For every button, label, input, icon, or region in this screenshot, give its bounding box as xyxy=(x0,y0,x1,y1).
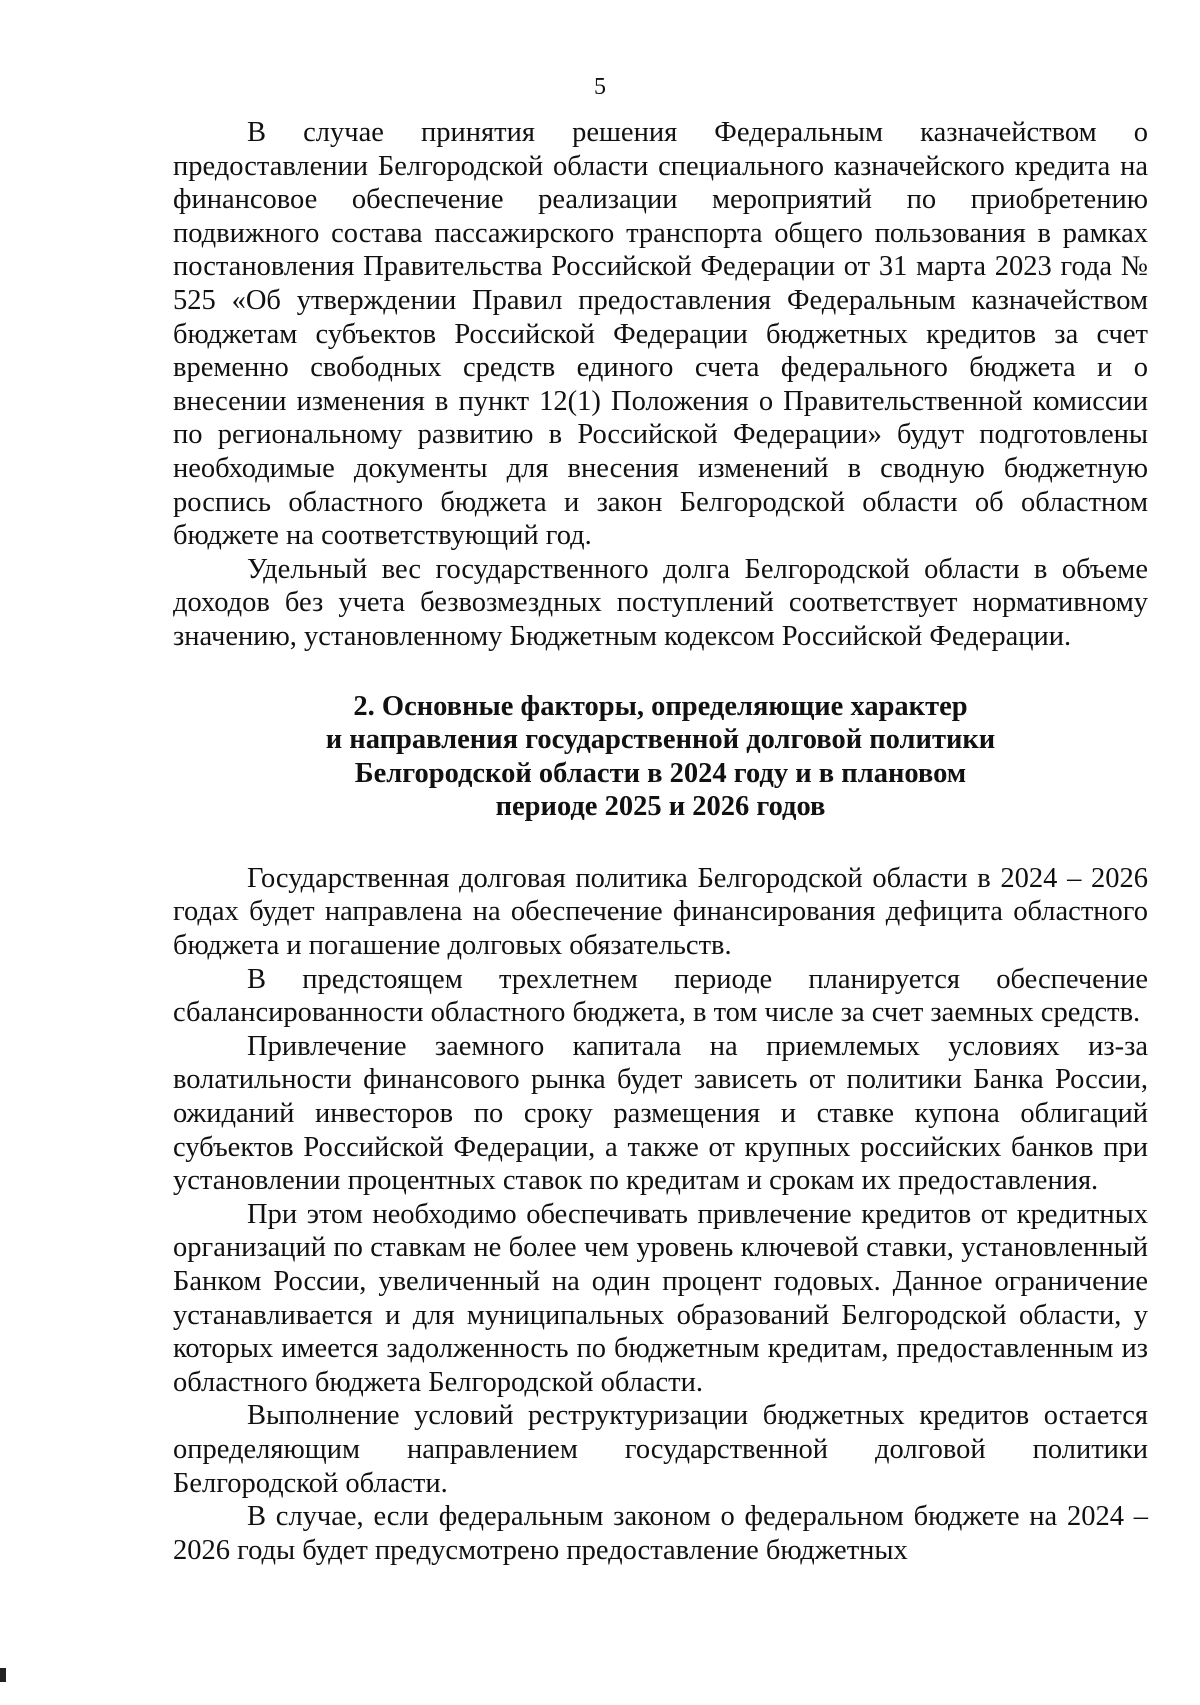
paragraph-borrowing: Привлечение заемного капитала на приемлемых условиях из-за волатильности финансового рынка будет зависеть от политики Банка России, ожиданий инвесторов по сроку размещения и ставке купона облигаций субъектов Российской Федерации, а также от крупных российских банков при установлении процентных ставок по кредитам и срокам их предоставления. xyxy=(173,1030,1148,1197)
page-number: 5 xyxy=(594,74,606,100)
paragraph-restructuring: Выполнение условий реструктуризации бюджетных кредитов остается определяющим направлением государственной долговой политики Белгородской области. xyxy=(173,1400,1148,1499)
paragraph-credit-rates: При этом необходимо обеспечивать привлечение кредитов от кредитных организаций по ставкам не более чем уровень ключевой ставки, установленный Банком России, увеличенный на один процент годовых. Данное ограничение устанавливается и для муниципальных образований Белгородской области, у которых имеется задолженность по бюджетным кредитам, предоставленным из областного бюджета Белгородской области. xyxy=(173,1198,1148,1398)
paragraph-federal-law: В случае, если федеральным законом о федеральном бюджете на 2024 – 2026 годы будет предусмотрено предоставление бюджетных xyxy=(173,1501,1148,1566)
paragraph-treasury-credit: В случае принятия решения Федеральным казначейством о предоставлении Белгородской области специального казначейского кредита на финансовое обеспечение реализации мероприятий по приобретению подвижного состава пассажирского транспорта общего пользования в рамках постановления Правительства Российской Федерации от 31 марта 2023 года № 525 «Об утверждении Правил предоставления Федеральным казначейством бюджетам субъектов Российской Федерации бюджетных кредитов за счет временно свободных средств единого счета федерального бюджета и о внесении изменения в пункт 12(1) Положения о Правительственной комиссии по региональному развитию в Российской Федерации» будут подготовлены необходимые документы для внесения изменений в сводную бюджетную роспись областного бюджета и закон Белгородской области об областном бюджете на соответствующий год. xyxy=(173,117,1148,552)
scan-edge-mark xyxy=(0,1668,6,1682)
section-heading xyxy=(173,690,1148,824)
section-heading-line: и направления государственной долговой политики xyxy=(325,724,996,756)
document-body xyxy=(173,116,1148,1567)
section-heading-line: 2. Основные факторы, определяющие характер xyxy=(353,690,968,722)
paragraph-balance: В предстоящем трехлетнем периоде планируется обеспечение сбалансированности областного бюджета, в том числе за счет заемных средств. xyxy=(173,963,1148,1029)
paragraph-debt-policy: Государственная долговая политика Белгородской области в 2024 – 2026 годах будет направлена на обеспечение финансирования дефицита областного бюджета и погашение долговых обязательств. xyxy=(173,862,1148,962)
section-heading-line: Белгородской области в 2024 году и в плановом xyxy=(354,757,967,789)
paragraph-debt-share: Удельный вес государственного долга Белгородской области в объеме доходов без учета безвозмездных поступлений соответствует нормативному значению, установленному Бюджетным кодексом Российской Федерации. xyxy=(173,553,1148,652)
section-heading-line: периоде 2025 и 2026 годов xyxy=(495,791,826,823)
